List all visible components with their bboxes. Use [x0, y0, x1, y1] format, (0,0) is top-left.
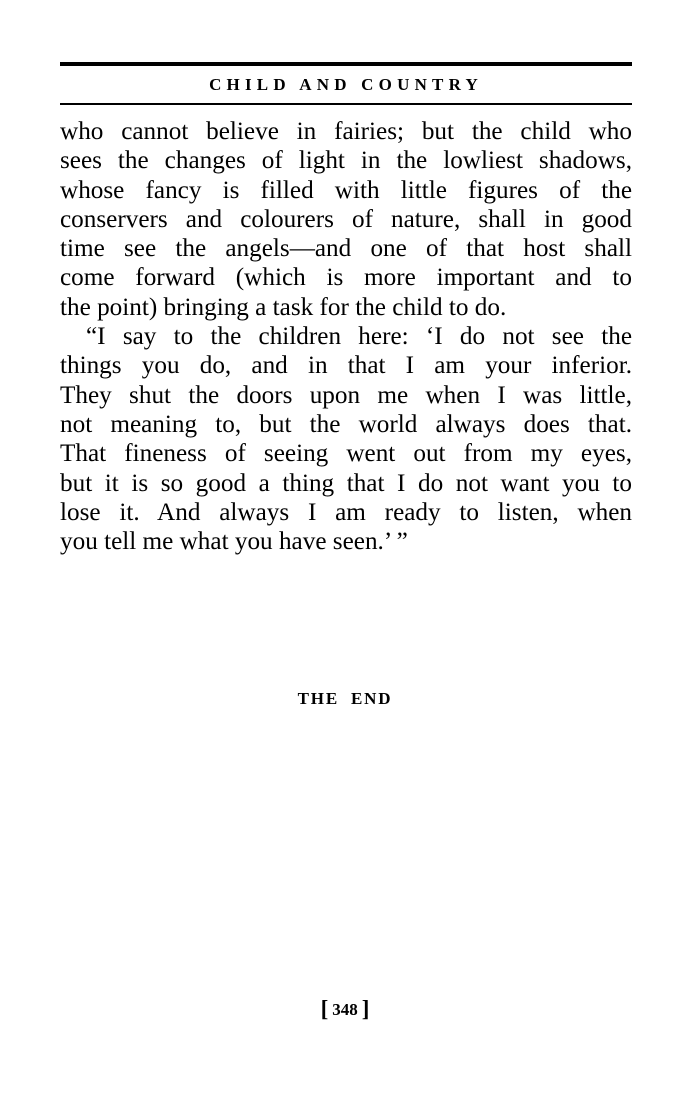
text-line: the point) bringing a task for the child to do.: [60, 293, 507, 321]
text-line: lose it. And always I am ready to listen, when: [60, 498, 632, 526]
text-line: time see the angels—and one of that host shall: [60, 235, 632, 263]
text-line: come forward (which is more important and to: [60, 264, 632, 292]
page-number: [0, 996, 690, 1023]
text-line: but it is so good a thing that I do not want you to: [60, 469, 632, 497]
the-end-heading: THE END: [297, 689, 393, 708]
text-line: whose fancy is filled with little figures of the: [60, 176, 632, 204]
text-line: “I say to the children here: ‘I do not see the: [86, 323, 632, 351]
text-line: They shut the doors upon me when I was little,: [60, 381, 632, 409]
text-line: That fineness of seeing went out from my eyes,: [60, 440, 632, 468]
body-text: [60, 117, 632, 556]
text-line: who cannot believe in fairies; but the child who: [60, 118, 632, 145]
text-line: things you do, and in that I am your inferior.: [60, 352, 632, 380]
page-number-value: 348: [332, 1000, 358, 1019]
header-rule-bottom: [60, 103, 632, 105]
text-line: you tell me what you have seen.’ ”: [60, 528, 408, 556]
page-number-bracket-open: [: [320, 996, 329, 1021]
text-line: sees the changes of light in the lowliest shadows,: [60, 147, 632, 175]
running-head: CHILD AND COUNTRY: [209, 75, 483, 94]
header-rule-top: [60, 62, 632, 66]
page-number-bracket-close: ]: [361, 996, 370, 1021]
text-line: conservers and colourers of nature, shall in good: [60, 205, 632, 233]
text-line: not meaning to, but the world always does that.: [60, 410, 632, 438]
